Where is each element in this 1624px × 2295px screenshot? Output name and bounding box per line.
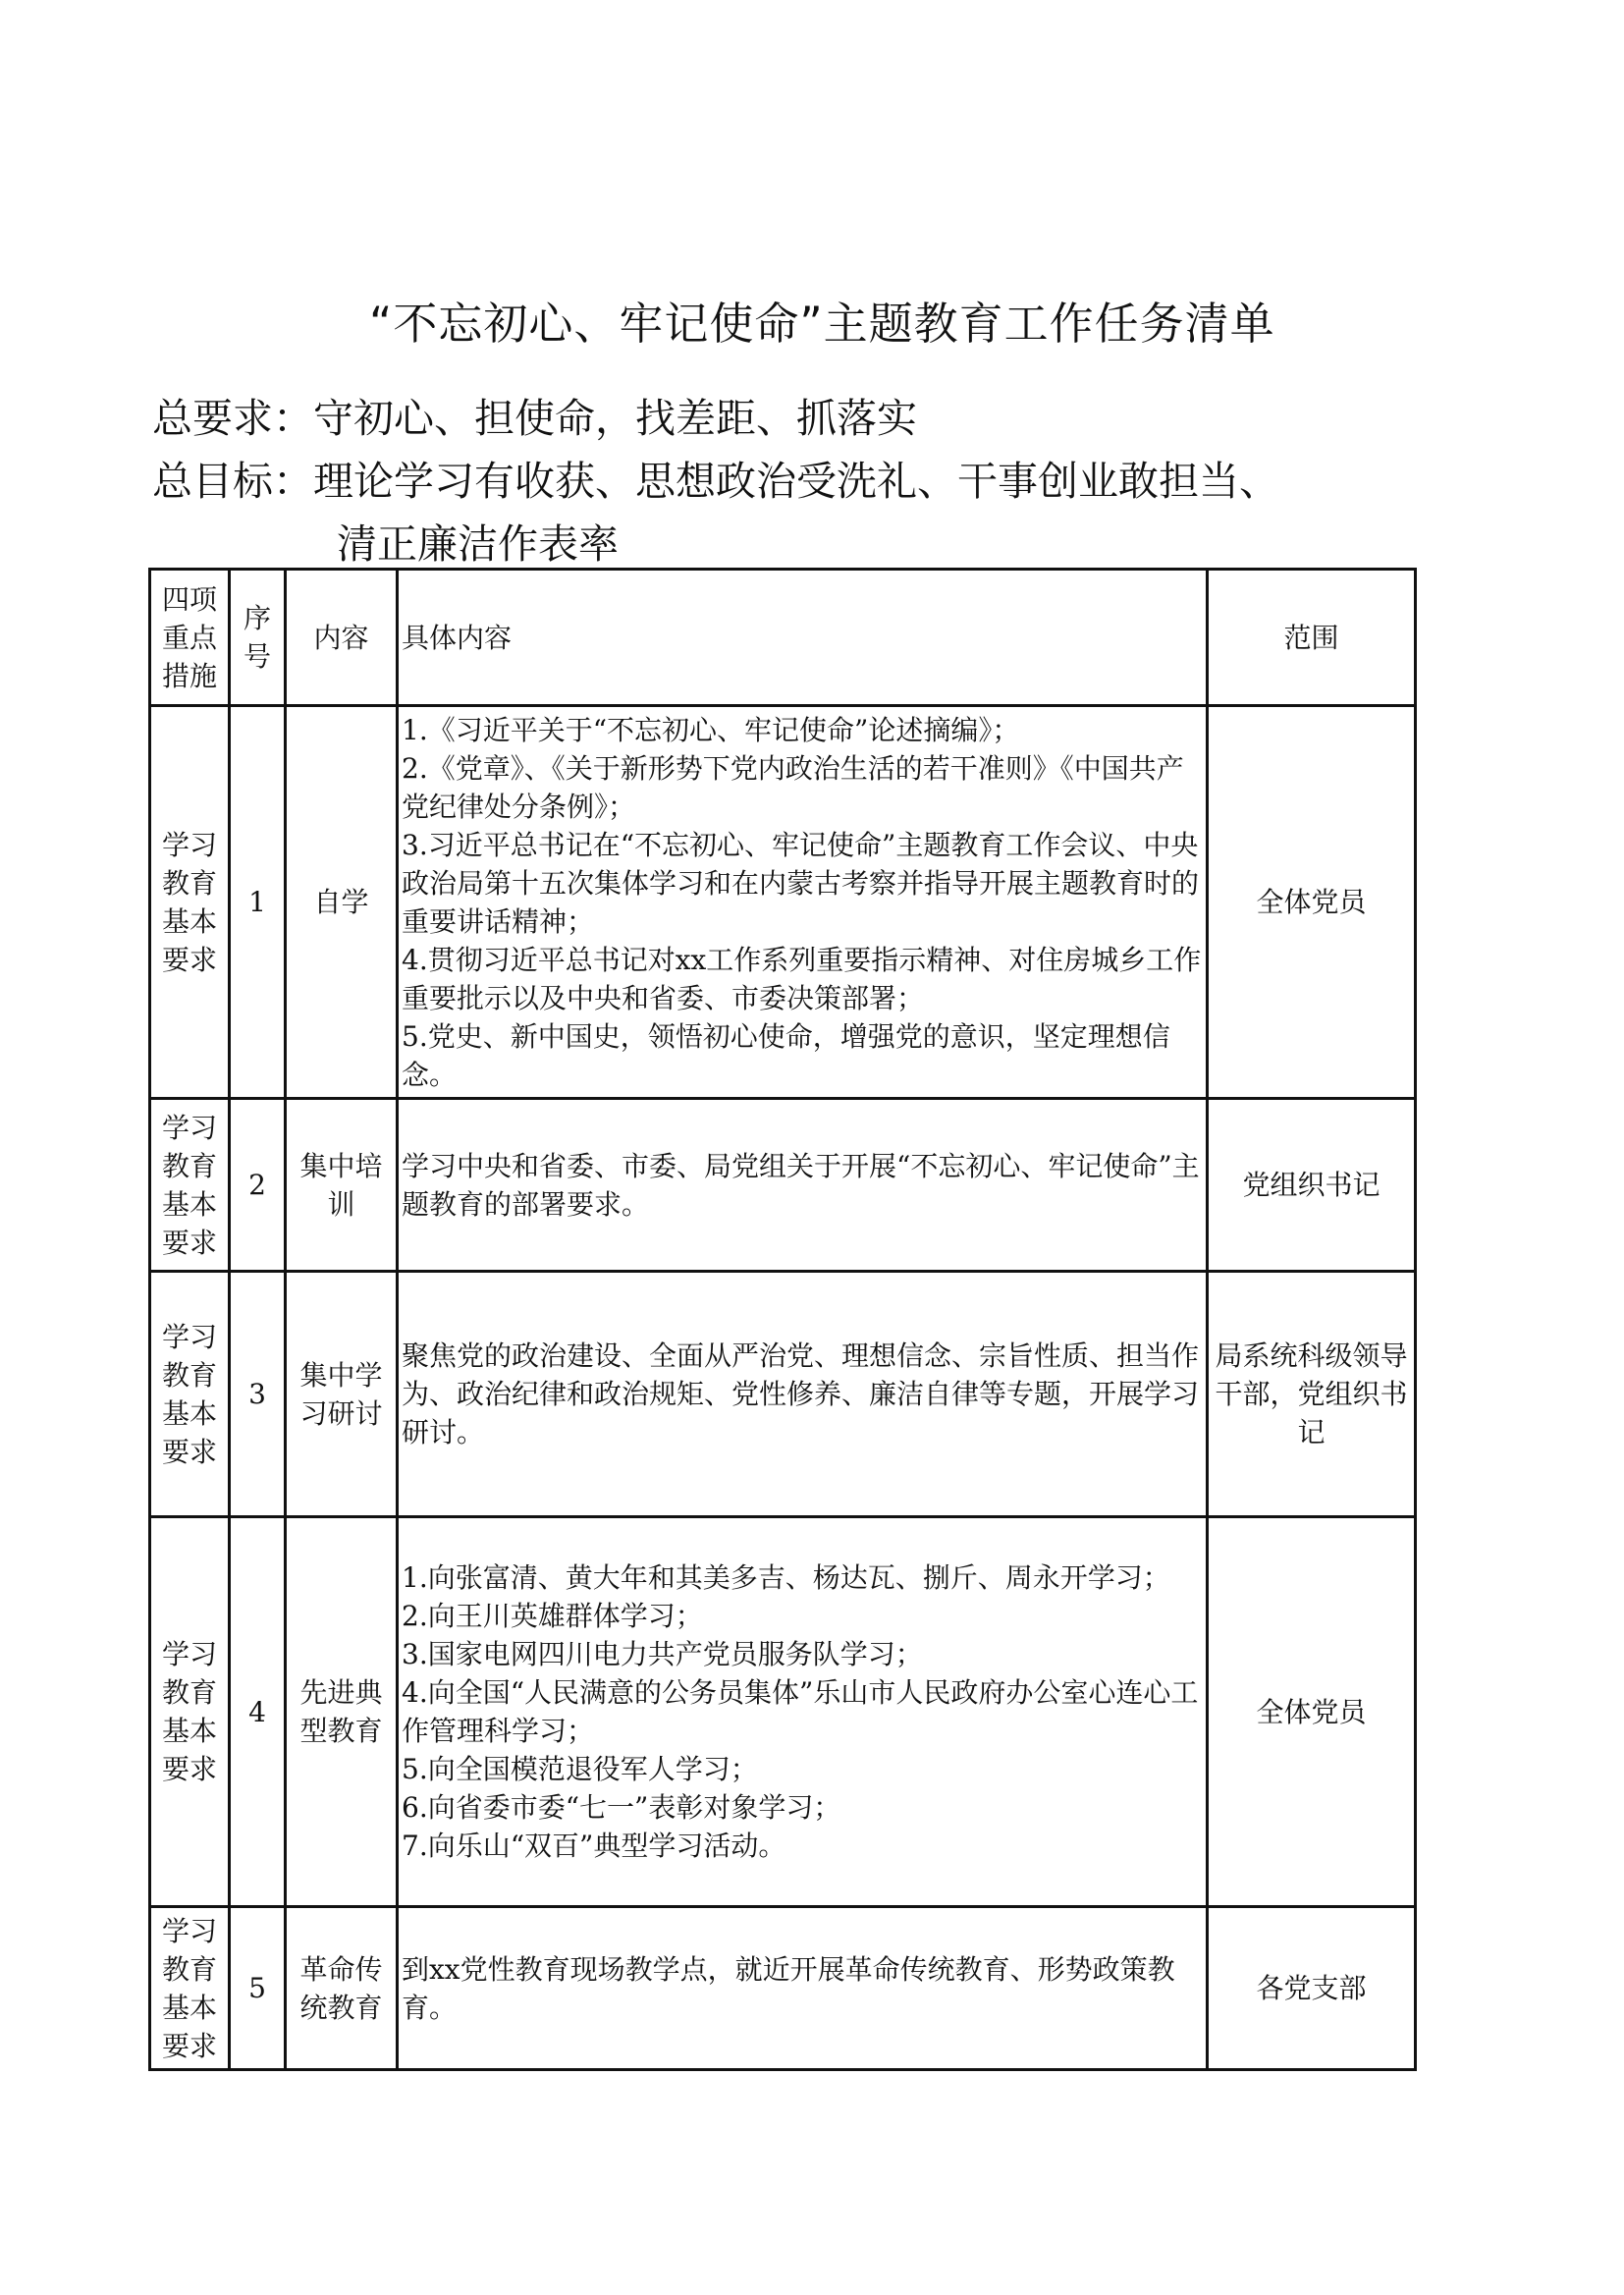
- header-measure-line: 四项: [161, 582, 217, 616]
- task-list-table: [148, 568, 1417, 2071]
- measure-line: 基本: [161, 1396, 217, 1430]
- measure-line: 教育: [161, 1358, 217, 1392]
- measure-line: 学习: [161, 828, 217, 861]
- cell-details: [398, 1099, 1208, 1272]
- cell-details: [398, 1517, 1208, 1907]
- cell-seq: 4: [230, 1517, 286, 1907]
- detail-item: 学习中央和省委、市委、局党组关于开展“不忘初心、牢记使命”主题教育的部署要求。: [402, 1149, 1200, 1221]
- header-measure: [150, 570, 230, 706]
- measure-line: 教育: [161, 1952, 217, 1986]
- cell-seq: 2: [230, 1099, 286, 1272]
- measure-line: 教育: [161, 866, 217, 900]
- measure-line: 要求: [161, 1226, 217, 1259]
- detail-item: 5.党史、新中国史，领悟初心使命，增强党的意识，坚定理想信念。: [402, 1019, 1170, 1091]
- cell-measure: [150, 1272, 230, 1517]
- header-measure-line: 重点: [161, 621, 217, 654]
- cell-content: 集中学习研讨: [286, 1272, 398, 1517]
- general-requirement-label: 总要求：: [152, 395, 313, 442]
- detail-item: 6.向省委市委“七一”表彰对象学习；: [402, 1791, 841, 1824]
- detail-item: 聚焦党的政治建设、全面从严治党、理想信念、宗旨性质、担当作为、政治纪律和政治规矩、党性修养、廉洁自律等专题，开展学习研讨。: [402, 1339, 1200, 1448]
- measure-line: 教育: [161, 1676, 217, 1709]
- general-goal-continuation: 清正廉洁作表率: [337, 520, 619, 568]
- measure-line: 要求: [161, 1753, 217, 1785]
- header-measure-line: 措施: [161, 659, 217, 692]
- cell-content: 革命传统教育: [286, 1907, 398, 2070]
- detail-item: 1.《习近平关于“不忘初心、牢记使命”论述摘编》；: [402, 713, 1020, 746]
- measure-line: 基本: [161, 904, 217, 938]
- table-row: [150, 1907, 1416, 2070]
- detail-item: 到xx党性教育现场教学点，就近开展革命传统教育、形势政策教育。: [402, 1952, 1175, 2024]
- table-header-row: [150, 570, 1416, 706]
- measure-line: 学习: [161, 1638, 217, 1670]
- measure-line: 学习: [161, 1111, 217, 1144]
- detail-item: 4.贯彻习近平总书记对xx工作系列重要指示精神、对住房城乡工作重要批示以及中央和省委、市委决策部署；: [402, 943, 1202, 1014]
- general-goal: [152, 454, 1279, 509]
- detail-item: 3.习近平总书记在“不忘初心、牢记使命”主题教育工作会议、中央政治局第十五次集体学习和在内蒙古考察并指导开展主题教育时的重要讲话精神；: [402, 828, 1200, 938]
- task-rows: [150, 706, 1416, 2070]
- general-requirement-value: 守初心、担使命，找差距、抓落实: [313, 395, 917, 442]
- measure-line: 要求: [161, 1435, 217, 1468]
- document-title: “不忘初心、牢记使命”主题教育工作任务清单: [369, 298, 1275, 350]
- measure-line: 基本: [161, 1991, 217, 2024]
- general-goal-label: 总目标：: [152, 458, 313, 505]
- cell-seq: 1: [230, 706, 286, 1099]
- detail-item: 4.向全国“人民满意的公务员集体”乐山市人民政府办公室心连心工作管理科学习；: [402, 1676, 1199, 1747]
- measure-line: 教育: [161, 1149, 217, 1182]
- measure-line: 基本: [161, 1187, 217, 1221]
- cell-scope: 全体党员: [1208, 1517, 1416, 1907]
- table-row: [150, 1517, 1416, 1907]
- detail-item: 5.向全国模范退役军人学习；: [402, 1753, 758, 1785]
- measure-line: 学习: [161, 1914, 217, 1947]
- cell-measure: [150, 706, 230, 1099]
- cell-seq: 5: [230, 1907, 286, 2070]
- cell-measure: [150, 1099, 230, 1272]
- table-row: [150, 1272, 1416, 1517]
- cell-scope: 局系统科级领导干部，党组织书记: [1208, 1272, 1416, 1517]
- general-requirement: [152, 391, 917, 446]
- detail-item: 2.《党章》、《关于新形势下党内政治生活的若干准则》《中国共产党纪律处分条例》；: [402, 751, 1184, 823]
- cell-scope: 全体党员: [1208, 706, 1416, 1099]
- header-seq-line: 号: [243, 640, 271, 673]
- table-row: [150, 706, 1416, 1099]
- cell-measure: [150, 1517, 230, 1907]
- cell-seq: 3: [230, 1272, 286, 1517]
- measure-line: 学习: [161, 1320, 217, 1353]
- detail-item: 1.向张富清、黄大年和其美多吉、杨达瓦、捌斤、周永开学习；: [402, 1561, 1170, 1594]
- measure-line: 要求: [161, 943, 217, 976]
- measure-line: 基本: [161, 1715, 217, 1747]
- detail-item: 2.向王川英雄群体学习；: [402, 1600, 703, 1632]
- cell-content: 自学: [286, 706, 398, 1099]
- cell-details: [398, 706, 1208, 1099]
- measure-line: 要求: [161, 2029, 217, 2062]
- cell-measure: [150, 1907, 230, 2070]
- table-row: [150, 1099, 1416, 1272]
- general-goal-value: 理论学习有收获、思想政治受洗礼、干事创业敢担当、: [313, 458, 1279, 505]
- header-content: 内容: [286, 570, 398, 706]
- cell-details: [398, 1907, 1208, 2070]
- cell-scope: 党组织书记: [1208, 1099, 1416, 1272]
- detail-item: 3.国家电网四川电力共产党员服务队学习；: [402, 1638, 923, 1670]
- cell-content: 集中培训: [286, 1099, 398, 1272]
- cell-scope: 各党支部: [1208, 1907, 1416, 2070]
- cell-content: 先进典型教育: [286, 1517, 398, 1907]
- header-scope: 范围: [1208, 570, 1416, 706]
- cell-details: [398, 1272, 1208, 1517]
- header-seq-line: 序: [243, 602, 271, 634]
- detail-item: 7.向乐山“双百”典型学习活动。: [402, 1830, 786, 1862]
- header-details: 具体内容: [398, 570, 1208, 706]
- header-seq: [230, 570, 286, 706]
